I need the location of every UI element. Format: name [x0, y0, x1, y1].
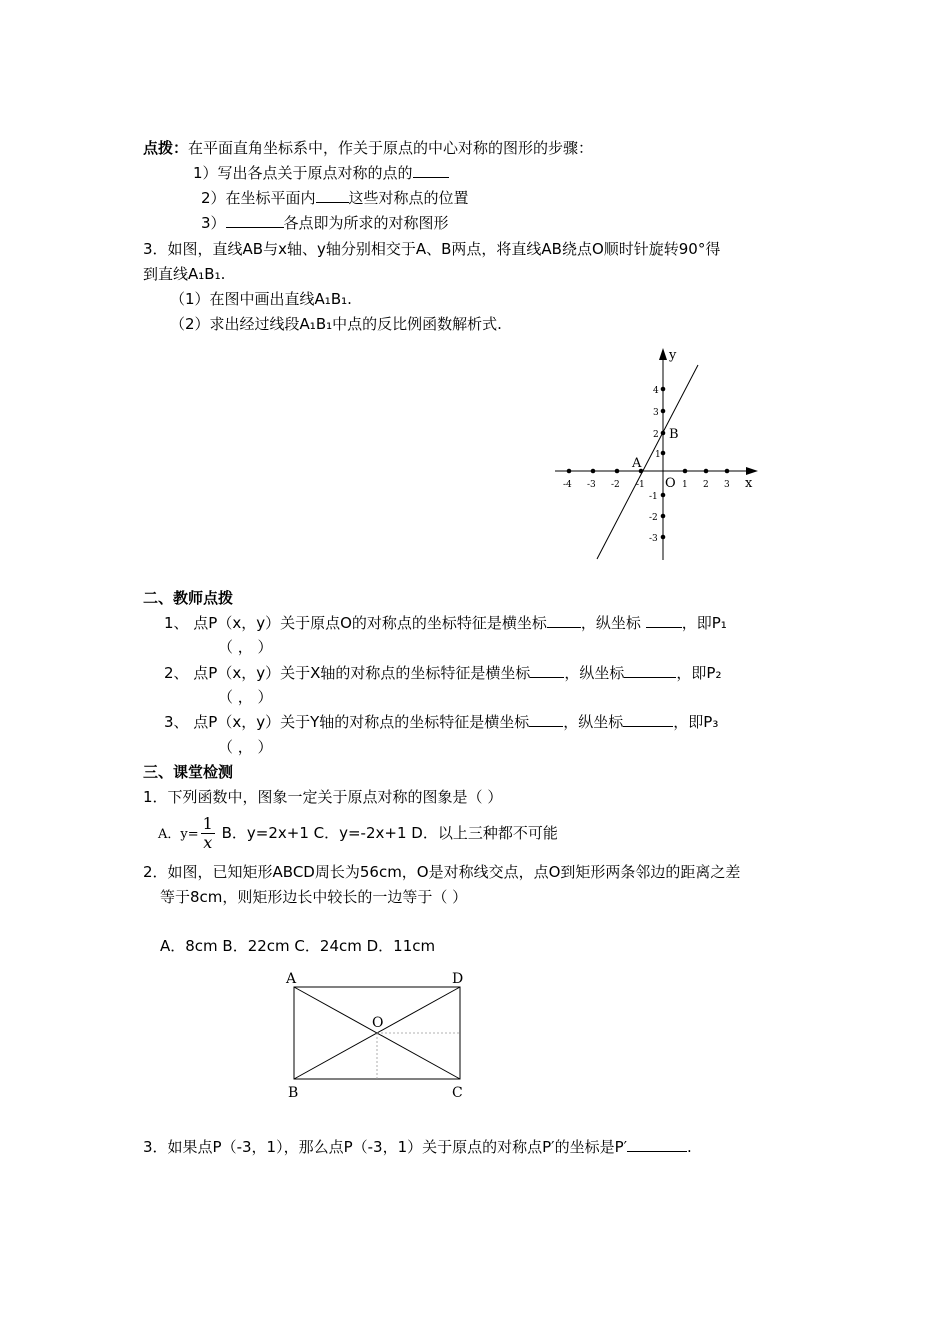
teacher-item-end: ，即P₂ [676, 664, 722, 682]
teacher-item-end: ，即P₁ [681, 614, 727, 632]
coordinate-graph [550, 345, 765, 565]
x-tick-label: 2 [703, 480, 709, 490]
check-q3 [143, 1136, 692, 1158]
tip-step-1 [193, 162, 449, 184]
rectangle-figure [280, 965, 470, 1105]
teacher-item-text: 3、 点P（x，y）关于Y轴的对称点的坐标特征是横坐标 [164, 713, 530, 731]
check-q1-options [158, 813, 558, 855]
tip-intro: 在平面直角坐标系中，作关于原点的中心对称的图形的步骤： [188, 139, 594, 157]
tip-step-1-text: 1）写出各点关于原点对称的点的 [193, 164, 413, 182]
point-a-label: A [632, 456, 642, 471]
y-tick-dot [661, 493, 666, 498]
y-tick-label: 3 [653, 408, 659, 418]
vertex-a-label: A [286, 971, 297, 987]
answer-blank[interactable] [624, 663, 676, 678]
teacher-item-2-coord: （ ， ） [218, 688, 273, 706]
teacher-item-end: ，即P₃ [673, 713, 719, 731]
origin-label: O [665, 476, 676, 491]
y-axis-arrow [659, 348, 667, 360]
center-o-label: O [372, 1015, 384, 1031]
vertex-c-label: C [452, 1085, 463, 1101]
y-tick-label: 2 [653, 430, 659, 440]
q3-line-2: 到直线A₁B₁. [143, 265, 226, 283]
fraction-denominator: x [203, 833, 213, 852]
options-rest: B．y=2x+1 C．y=-2x+1 D．以上三种都不可能 [216, 824, 558, 842]
y-tick-label: 4 [653, 386, 659, 396]
fraction-numerator: 1 [202, 814, 213, 833]
teacher-item-mid: ，纵坐标 [563, 713, 624, 731]
vertex-d-label: D [452, 971, 464, 987]
answer-blank[interactable] [413, 163, 449, 178]
point-b-label: B [669, 427, 679, 442]
x-tick-dot [725, 469, 730, 474]
y-tick-label: 1 [655, 450, 661, 460]
x-tick-label: 1 [682, 480, 688, 490]
teacher-item-text: 2、 点P（x，y）关于X轴的对称点的坐标特征是横坐标 [164, 664, 531, 682]
x-tick-dot [567, 469, 572, 474]
tip-label: 点拨： [143, 139, 189, 157]
x-tick-dot [591, 469, 596, 474]
section-3-title: 三、课堂检测 [143, 763, 234, 781]
answer-blank[interactable] [316, 188, 349, 203]
y-axis-label: y [669, 348, 677, 363]
answer-blank[interactable] [529, 712, 563, 727]
q3-sub-1: （1）在图中画出直线A₁B₁. [170, 290, 352, 308]
answer-blank[interactable] [226, 213, 284, 228]
option-a-text: A．y= [158, 827, 199, 842]
y-tick-label: -3 [649, 534, 658, 544]
tip-step-3 [201, 212, 449, 234]
answer-blank[interactable] [547, 613, 581, 628]
x-tick-dot [704, 469, 709, 474]
section-2-title: 二、教师点拨 [143, 589, 234, 607]
y-tick-label: -1 [649, 492, 658, 502]
answer-blank[interactable] [646, 613, 682, 628]
check-q2-options: A．8cm B．22cm C．24cm D．11cm [160, 937, 436, 955]
teacher-item-text: 1、 点P（x，y）关于原点O的对称点的坐标特征是横坐标 [164, 614, 547, 632]
x-tick-label: -2 [611, 480, 620, 490]
q3-line-1: 3．如图，直线AB与x轴、y轴分别相交于A、B两点，将直线AB绕点O顺时针旋转90°得 [143, 240, 721, 258]
y-tick-dot [661, 535, 666, 540]
x-tick-label: -1 [636, 480, 645, 490]
tip-step-2-post: 这些对称点的位置 [348, 189, 469, 207]
tip-step-3-pre: 3） [201, 214, 226, 232]
check-q2-line-1: 2．如图，已知矩形ABCD周长为56cm，O是对称线交点，点O到矩形两条邻边的距离之差 [143, 863, 741, 881]
fraction-one-over-x [201, 815, 215, 852]
line-ab [597, 365, 698, 559]
y-tick-dot [661, 387, 666, 392]
x-tick-dot [615, 469, 620, 474]
x-tick-label: -3 [587, 480, 596, 490]
y-tick-dot [661, 451, 666, 456]
answer-blank[interactable] [623, 712, 673, 727]
x-axis-label: x [745, 476, 753, 491]
check-q2-line-2: 等于8cm，则矩形边长中较长的一边等于（ ） [160, 888, 468, 906]
teacher-item-mid: ，纵坐标 [564, 664, 625, 682]
vertex-b-label: B [288, 1085, 299, 1101]
y-tick-dot [661, 409, 666, 414]
tip-step-2-pre: 2）在坐标平面内 [201, 189, 316, 207]
teacher-item-1 [164, 612, 727, 634]
answer-blank[interactable] [530, 663, 564, 678]
x-tick-dot [683, 469, 688, 474]
check-q3-text: 3．如果点P（-3，1），那么点P（-3，1）关于原点的对称点P′的坐标是P′ [143, 1138, 628, 1156]
teacher-item-1-coord: （ ， ） [218, 638, 273, 656]
teacher-item-3-coord: （ ， ） [218, 738, 273, 756]
check-q1-stem: 1．下列函数中，图象一定关于原点对称的图象是（ ） [143, 788, 503, 806]
x-tick-label: 3 [724, 480, 730, 490]
q3-sub-2: （2）求出经过线段A₁B₁中点的反比例函数解析式. [170, 315, 502, 333]
tip-line [143, 137, 593, 159]
check-q3-end: . [687, 1138, 692, 1156]
tip-step-3-post: 各点即为所求的对称图形 [283, 214, 449, 232]
x-axis-arrow [746, 467, 758, 475]
teacher-item-mid: ，纵坐标 [580, 614, 641, 632]
y-tick-dot [661, 514, 666, 519]
x-tick-label: -4 [563, 480, 572, 490]
answer-blank[interactable] [627, 1137, 687, 1152]
y-tick-label: -2 [649, 513, 658, 523]
tip-step-2 [201, 187, 469, 209]
teacher-item-2 [164, 662, 721, 684]
y-tick-dot [661, 431, 666, 436]
teacher-item-3 [164, 711, 718, 733]
